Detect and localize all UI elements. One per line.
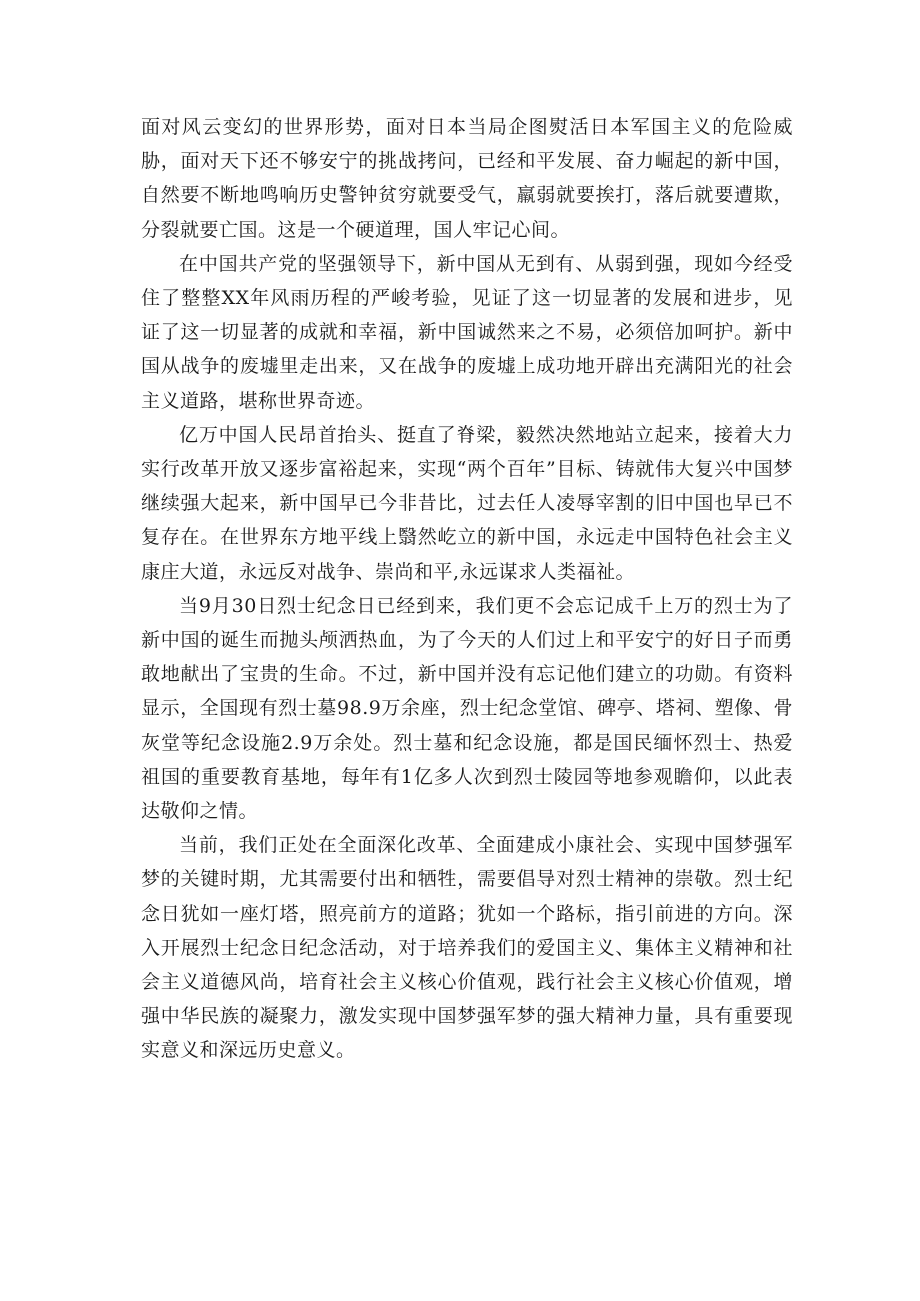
paragraph-2: 在中国共产党的坚强领导下，新中国从无到有、从弱到强，现如今经受住了整整XX年风雨历程的严峻考验，见证了这一切显著的发展和进步，见证了这一切显著的成就和幸福，新中国诚然来之不易，必须倍加呵护。新中国从战争的废墟里走出来，又在战争的废墟上成功地开辟出充满阳光的社会主义道路，堪称世界奇迹。 bbox=[141, 252, 793, 412]
paragraph-5: 当前，我们正处在全面深化改革、全面建成小康社会、实现中国梦强军梦的关键时期，尤其需要付出和牺牲，需要倡导对烈士精神的崇敬。烈士纪念日犹如一座灯塔，照亮前方的道路；犹如一个路标，指引前进的方向。深入开展烈士纪念日纪念活动，对于培养我们的爱国主义、集体主义精神和社会主义道德风尚，培育社会主义核心价值观，践行社会主义核心价值观，增强中华民族的凝聚力，激发实现中国梦强军梦的强大精神力量，具有重要现实意义和深远历史意义。 bbox=[141, 834, 793, 1062]
paragraph-1: 面对风云变幻的世界形势，面对日本当局企图熨活日本军国主义的危险威胁，面对天下还不够安宁的挑战拷问，已经和平发展、奋力崛起的新中国，自然要不断地鸣响历史警钟贫穷就要受气，羸弱就要挨打，落后就要遭欺，分裂就要亡国。这是一个硬道理，国人牢记心间。 bbox=[141, 116, 793, 241]
paragraph-3: 亿万中国人民昂首抬头、挺直了脊梁，毅然决然地站立起来，接着大力实行改革开放又逐步富裕起来，实现“两个百年”目标、铸就伟大复兴中国梦继续强大起来，新中国早已今非昔比，过去任人凌辱宰割的旧中国也早已不复存在。在世界东方地平线上翳然屹立的新中国，永远走中国特色社会主义康庄大道，永远反对战争、崇尚和平,永远谋求人类福祉。 bbox=[141, 423, 793, 583]
document-body bbox=[141, 110, 793, 1068]
paragraph-4: 当9月30日烈士纪念日已经到来，我们更不会忘记成千上万的烈士为了新中国的诞生而抛头颅洒热血，为了今天的人们过上和平安宁的好日子而勇敢地献出了宝贵的生命。不过，新中国并没有忘记他们建立的功勋。有资料显示，全国现有烈士墓98.9万余座，烈士纪念堂馆、碑亭、塔祠、塑像、骨灰堂等纪念设施2.9万余处。烈士墓和纪念设施，都是国民缅怀烈士、热爱祖国的重要教育基地，每年有1亿多人次到烈士陵园等地参观瞻仰，以此表达敬仰之情。 bbox=[141, 594, 793, 823]
